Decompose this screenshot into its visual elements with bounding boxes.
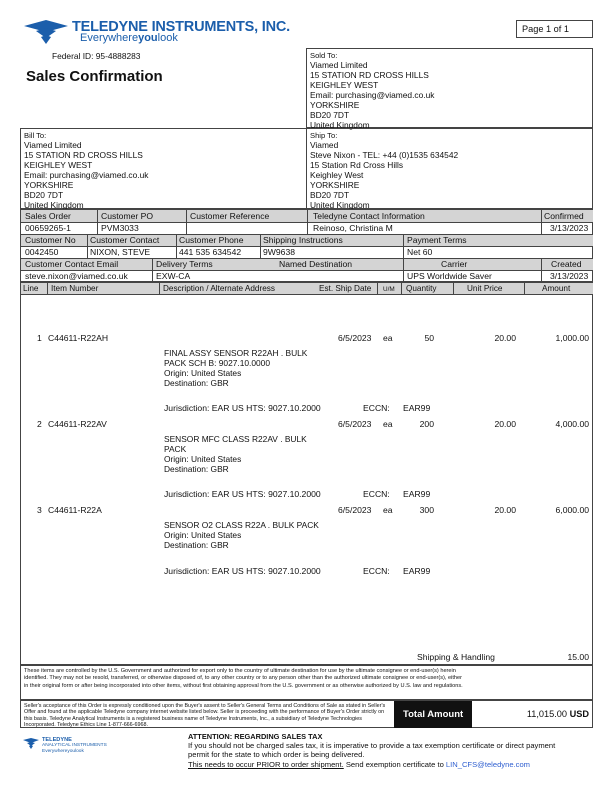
order-info-grid (20, 209, 593, 282)
page-number-box (516, 20, 593, 38)
confirmed-label: Confirmed (544, 210, 584, 221)
footer-logo (22, 737, 132, 765)
col-item-number: Item Number (51, 284, 99, 293)
teledyne-logo-icon (22, 18, 70, 46)
item-eccn: EAR99 (403, 403, 431, 413)
col-description: Description / Alternate Address (163, 284, 275, 293)
table-row (21, 419, 593, 503)
item-description (164, 348, 307, 388)
bill-to-line: 15 STATION RD CROSS HILLS (24, 150, 143, 160)
item-jurisdiction: Jurisdiction: EAR US HTS: 9027.10.2000 (164, 489, 321, 499)
tax-line-2: permit for the state to which order is being delivered. (188, 750, 365, 760)
customer-phone-value: 441 535 634542 (179, 246, 242, 257)
send-certificate-text: Send exemption certificate to (343, 759, 446, 769)
customer-email-label: Customer Contact Email (25, 258, 119, 269)
customer-contact-label: Customer Contact (90, 234, 160, 245)
item-desc-line: SENSOR O2 CLASS R22A . BULK PACK (164, 520, 319, 530)
sold-to-line: YORKSHIRE (310, 100, 360, 110)
item-desc-line: PACK (164, 444, 187, 454)
item-desc-line: Origin: United States (164, 454, 242, 464)
prior-notice: This needs to occur PRIOR to order shipment. (188, 759, 344, 769)
col-um: U/M (383, 285, 395, 293)
item-price: 20.00 (494, 419, 516, 429)
customer-email-value: steve.nixon@viamed.co.uk (25, 270, 128, 281)
sales-tax-notice (188, 732, 588, 769)
carrier-value: UPS Worldwide Saver (407, 270, 492, 281)
ship-to-line: Steve Nixon - TEL: +44 (0)1535 634542 (310, 150, 459, 160)
total-currency: USD (569, 709, 589, 719)
bill-to-label: Bill To: (24, 131, 47, 140)
customer-reference-label: Customer Reference (190, 210, 270, 221)
page-number: Page 1 of 1 (522, 24, 569, 34)
item-description (164, 520, 319, 550)
ship-to-address (310, 140, 458, 210)
total-amount-box (394, 701, 472, 728)
item-desc-line: Destination: GBR (164, 540, 229, 550)
item-desc-line: Origin: United States (164, 530, 242, 540)
total-amount-value (477, 709, 589, 719)
col-ship-date: Est. Ship Date (319, 284, 372, 293)
sold-to-address (310, 60, 434, 130)
customer-phone-label: Customer Phone (179, 234, 244, 245)
terms-notice: Seller's acceptance of this Order is expressly conditioned upon the Buyer's assent to Seller's General Terms and Conditions of Sale as stated in Seller's Offer and found at the applicable Teledyne company internet website listed below. Seller is proceeding with the performance of Buyer's Order strictly on this basis. Teledyne Analytical Instruments is a registered business name of Teledyne Instruments, Inc., a subsidiary of Teledyne Technologies Incorporated. Teledyne Ethics Line 1-877-666-6968. (24, 703, 386, 729)
item-qty: 200 (419, 419, 434, 429)
item-desc-line: Origin: United States (164, 368, 242, 378)
tax-line-3 (188, 760, 588, 769)
bill-to-address (24, 140, 148, 210)
bill-to-line: BD20 7DT (24, 190, 64, 200)
sold-to-box (306, 48, 593, 128)
export-notice: These items are controlled by the U.S. Government and authorized for export only to the country of ultimate destination for use by the ultimate consignee or end-user(s) herein identified. They may not be resold, transferred, or otherwise disposed of, to any other country or to any person other than the authorized ultimate consignee or end-user(s), either in their original form or after being incorporated into other items, without first obtaining approval from the U.S. government or as otherwise authorized by U.S. law and regulations. (24, 668, 463, 689)
item-um: ea (383, 419, 393, 429)
delivery-terms-label: Delivery Terms (156, 258, 213, 269)
export-notice-box (20, 665, 593, 700)
address-box (20, 128, 593, 209)
exemption-email-link[interactable]: LIN_CFS@teledyne.com (445, 759, 531, 769)
sold-to-line: BD20 7DT (310, 110, 350, 120)
item-desc-line: FINAL ASSY SENSOR R22AH . BULK (164, 348, 308, 358)
item-ship-date: 6/5/2023 (338, 505, 372, 515)
shipping-value: 15.00 (567, 652, 589, 662)
ship-to-line: Keighley West (310, 170, 364, 180)
item-eccn-label: ECCN: (363, 566, 390, 576)
ship-to-line: 15 Station Rd Cross Hills (310, 160, 404, 170)
customer-no-value: 0042450 (25, 246, 59, 257)
customer-po-label: Customer PO (101, 210, 154, 221)
sales-order-label: Sales Order (25, 210, 71, 221)
delivery-terms-value: EXW-CA (156, 270, 191, 281)
company-logo (22, 18, 290, 48)
col-line: Line (23, 284, 39, 293)
table-row (21, 333, 593, 417)
item-eccn-label: ECCN: (363, 489, 390, 499)
federal-id: Federal ID: 95-4888283 (52, 51, 141, 61)
item-desc-line: PACK SCH B: 9027.10.0000 (164, 358, 270, 368)
item-um: ea (383, 333, 393, 343)
total-value: 11,015.00 (526, 709, 568, 719)
item-amount: 6,000.00 (555, 505, 589, 515)
item-line-no: 3 (37, 505, 42, 515)
tax-line-1: If you should not be charged sales tax, it is imperative to provide a tax exemption certificate or direct payment (188, 741, 556, 750)
table-row (21, 505, 593, 579)
created-value: 3/13/2023 (550, 270, 589, 281)
item-amount: 1,000.00 (555, 333, 589, 343)
item-price: 20.00 (494, 333, 516, 343)
item-line-no: 2 (37, 419, 42, 429)
bill-to-line: Email: purchasing@viamed.co.uk (24, 170, 149, 180)
item-ship-date: 6/5/2023 (338, 333, 372, 343)
tagline-post: look (157, 32, 178, 44)
col-quantity: Quantity (406, 284, 437, 293)
bill-to-line: YORKSHIRE (24, 180, 74, 190)
carrier-label: Carrier (441, 258, 468, 269)
item-desc-line: Destination: GBR (164, 464, 229, 474)
item-jurisdiction: Jurisdiction: EAR US HTS: 9027.10.2000 (164, 403, 321, 413)
customer-contact-value: NIXON, STEVE (90, 246, 151, 257)
ship-to-line: United Kingdom (310, 200, 370, 210)
ship-to-line: BD20 7DT (310, 190, 350, 200)
footer-logo-line: TELEDYNE (42, 737, 72, 743)
footer-logo-line: ANALYTICAL INSTRUMENTS (42, 743, 107, 748)
sold-to-line: 15 STATION RD CROSS HILLS (310, 70, 429, 80)
shipping-instructions-label: Shipping Instructions (263, 234, 343, 245)
sold-to-line: United Kingdom (310, 120, 370, 130)
created-label: Created (551, 258, 582, 269)
col-unit-price: Unit Price (467, 284, 503, 293)
item-desc-line: SENSOR MFC CLASS R22AV . BULK (164, 434, 307, 444)
item-number: C44611-R22AH (48, 333, 109, 343)
item-number: C44611-R22A (48, 505, 102, 515)
item-um: ea (383, 505, 393, 515)
sold-to-label: Sold To: (310, 51, 338, 60)
page-title: Sales Confirmation (26, 68, 163, 85)
line-items-table (20, 282, 593, 665)
sales-order-value: 00659265-1 (25, 222, 71, 233)
item-number: C44611-R22AV (48, 419, 107, 429)
teledyne-contact-value: Reinoso, Christina M (313, 222, 393, 233)
item-line-no: 1 (37, 333, 42, 343)
company-name: TELEDYNE INSTRUMENTS, INC. (72, 19, 290, 35)
bill-to-line: KEIGHLEY WEST (24, 160, 93, 170)
customer-po-value: PVM3033 (101, 222, 139, 233)
shipping-instructions-value: 9W9638 (263, 246, 296, 257)
ship-to-label: Ship To: (310, 131, 338, 140)
sold-to-line: Viamed Limited (310, 60, 368, 70)
tagline-pre: Everywhere (80, 32, 139, 44)
named-destination-label: Named Destination (279, 258, 353, 269)
bill-to-line: Viamed Limited (24, 140, 82, 150)
sold-to-line: KEIGHLEY WEST (310, 80, 379, 90)
attention-heading: ATTENTION: REGARDING SALES TAX (188, 732, 323, 741)
sold-to-line: Email: purchasing@viamed.co.uk (310, 90, 435, 100)
payment-terms-label: Payment Terms (407, 234, 467, 245)
total-amount-label: Total Amount (403, 709, 464, 720)
teledyne-small-logo-icon (22, 737, 40, 749)
item-amount: 4,000.00 (555, 419, 589, 429)
ship-to-line: YORKSHIRE (310, 180, 360, 190)
item-qty: 300 (419, 505, 434, 515)
item-ship-date: 6/5/2023 (338, 419, 372, 429)
col-amount: Amount (542, 284, 571, 293)
company-tagline (80, 32, 178, 44)
customer-no-label: Customer No (25, 234, 76, 245)
item-desc-line: Destination: GBR (164, 378, 229, 388)
teledyne-contact-label: Teledyne Contact Information (313, 210, 425, 221)
confirmed-value: 3/13/2023 (550, 222, 589, 233)
item-eccn-label: ECCN: (363, 403, 390, 413)
item-jurisdiction: Jurisdiction: EAR US HTS: 9027.10.2000 (164, 566, 321, 576)
tagline-you: you (138, 32, 158, 44)
ship-to-line: Viamed (310, 140, 339, 150)
bill-to-line: United Kingdom (24, 200, 84, 210)
item-price: 20.00 (494, 505, 516, 515)
shipping-label: Shipping & Handling (417, 652, 495, 662)
item-description (164, 434, 307, 474)
item-eccn: EAR99 (403, 566, 431, 576)
footer-logo-line: Everywhereyoulook (42, 749, 84, 754)
item-qty: 50 (424, 333, 434, 343)
item-eccn: EAR99 (403, 489, 431, 499)
terms-box (20, 700, 593, 728)
payment-terms-value: Net 60 (407, 246, 433, 257)
